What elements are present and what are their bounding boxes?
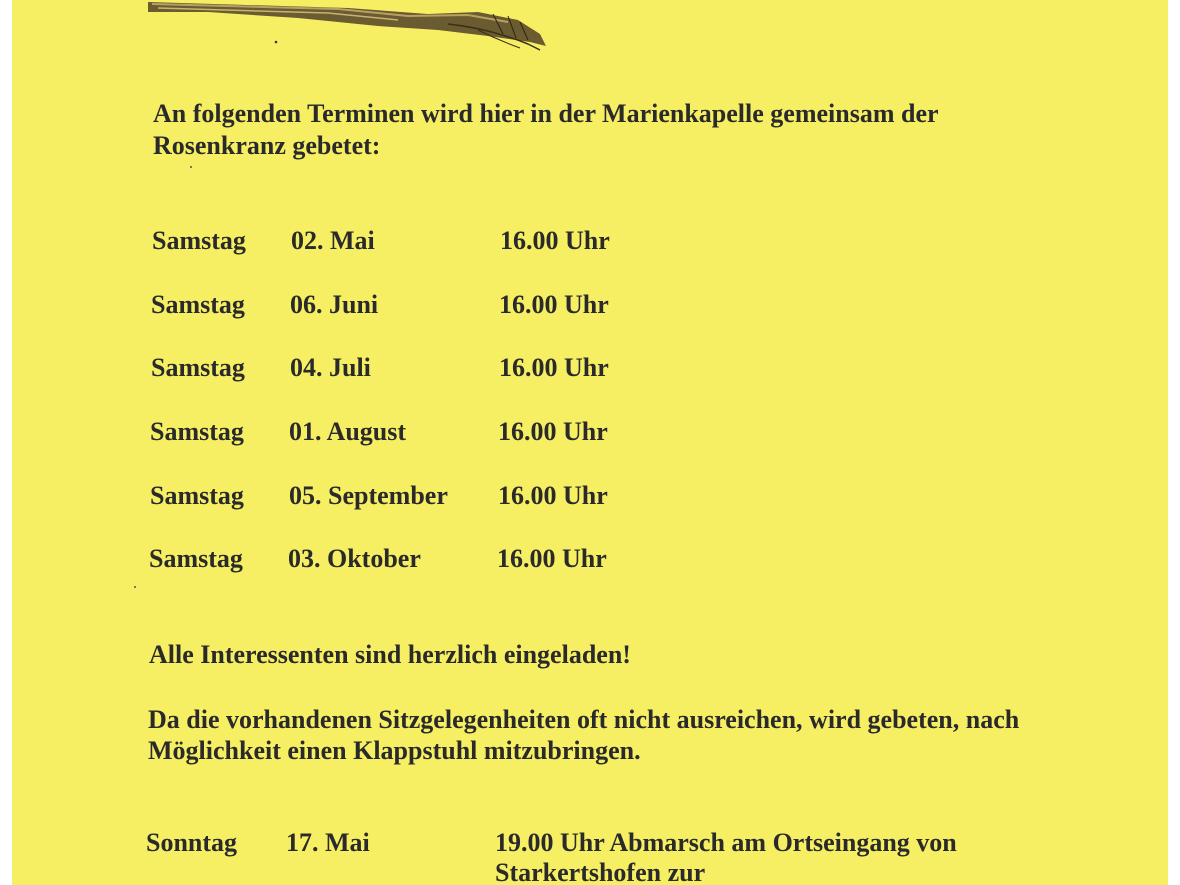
intro-text: An folgenden Terminen wird hier in der Marienkapelle gemeinsam der Rosenkranz gebetet:	[153, 99, 939, 160]
invitation-text: Alle Interessenten sind herzlich eingeladen!	[149, 640, 631, 669]
schedule-time: 16.00 Uhr	[498, 417, 608, 446]
schedule-time: 16.00 Uhr	[498, 481, 608, 510]
schedule-day: Samstag	[150, 481, 244, 510]
schedule-time: 16.00 Uhr	[497, 544, 607, 573]
schedule-time: 16.00 Uhr	[499, 353, 609, 382]
scan-speck	[134, 586, 136, 588]
schedule-date: 03. Oktober	[288, 544, 421, 573]
schedule-date: 06. Juni	[290, 290, 379, 319]
sunday-details: 19.00 Uhr Abmarsch am Ortseingang von Starkertshofen zur	[495, 828, 957, 885]
schedule-date: 01. August	[289, 417, 407, 446]
schedule-day: Samstag	[151, 290, 245, 319]
scan-speck	[190, 166, 192, 168]
schedule-day: Samstag	[151, 353, 245, 382]
sunday-day: Sonntag	[146, 828, 238, 857]
schedule-day: Samstag	[149, 544, 243, 573]
sunday-event	[146, 828, 1146, 885]
schedule-day: Samstag	[150, 417, 244, 446]
schedule-date: 02. Mai	[291, 226, 375, 255]
schedule-day: Samstag	[152, 226, 246, 255]
sunday-date: 17. Mai	[286, 828, 370, 857]
schedule-date: 04. Juli	[290, 353, 371, 382]
schedule-time: 16.00 Uhr	[499, 290, 609, 319]
schedule-date: 05. September	[289, 481, 448, 510]
chapel-illustration	[148, 0, 548, 56]
flyer-page	[12, 0, 1168, 885]
chair-note: Da die vorhandenen Sitzgelegenheiten oft nicht ausreichen, wird gebeten, nach Möglichkeit einen Klappstuhl mitzubringen.	[148, 705, 1020, 765]
schedule-time: 16.00 Uhr	[500, 226, 610, 255]
